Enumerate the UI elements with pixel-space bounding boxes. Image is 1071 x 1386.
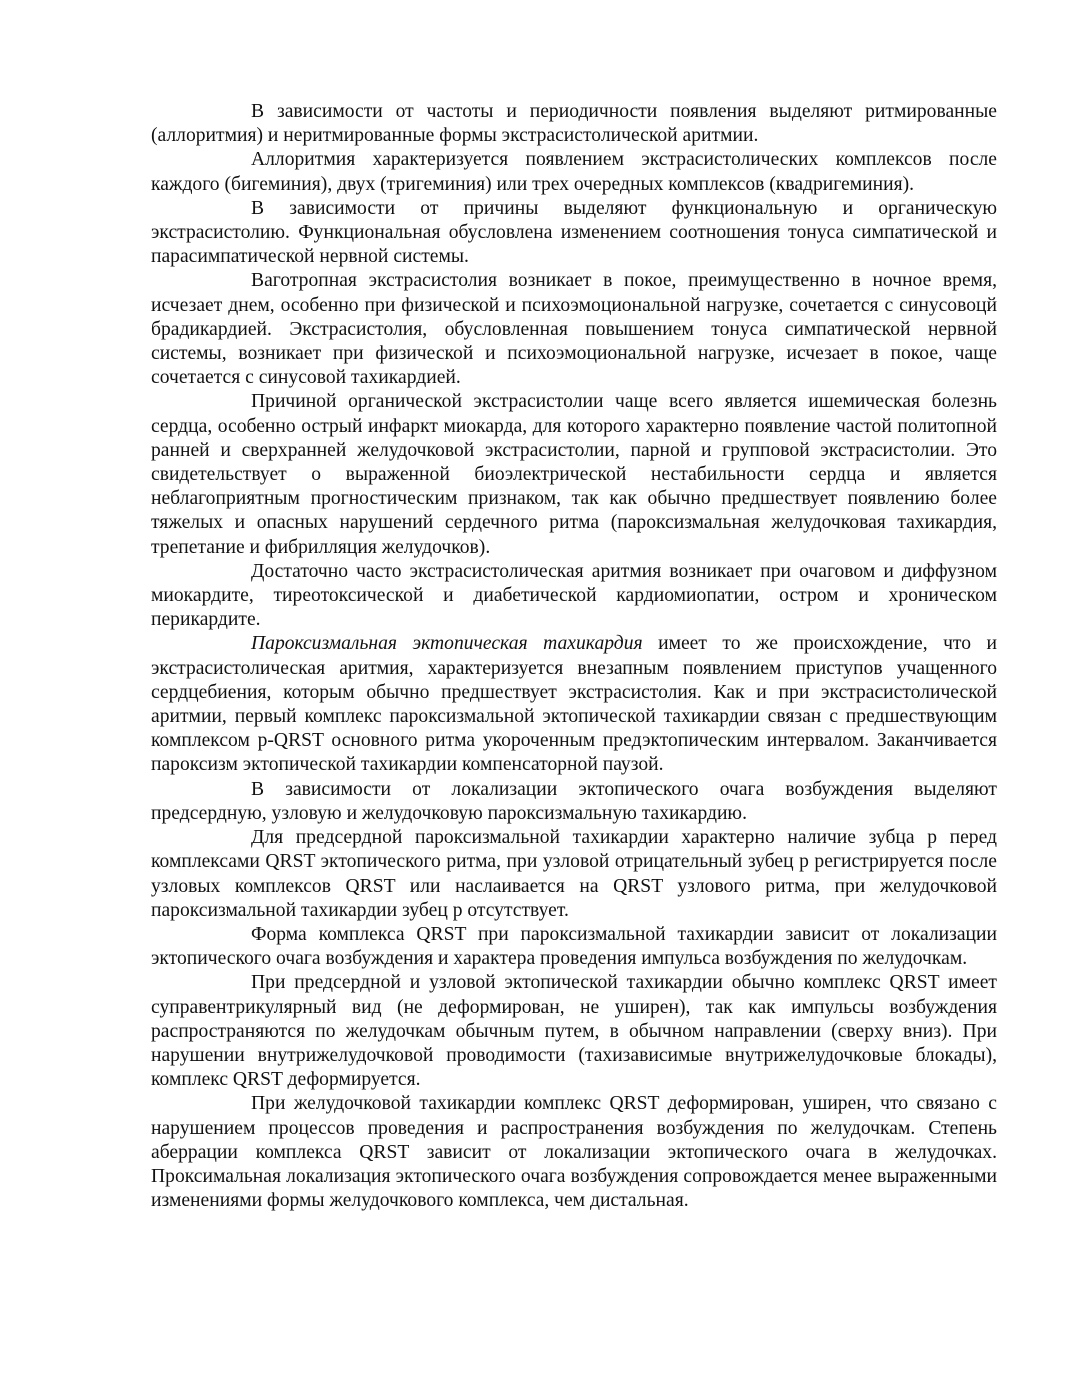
paragraph-text: В зависимости от причины выделяют функциональную и органическую экстрасистолию. Функциональная обусловлена изменением соотношения тонуса симпатической и парасимпатической нервной системы. <box>151 197 997 268</box>
paragraph-text: При предсердной и узловой эктопической тахикардии обычно комплекс QRST имеет суправентрикулярный вид (не деформирован, не уширен), так как импульсы возбуждения распространяются по желудочкам обычным путем, в обычном направлении (сверху вниз). При нарушении внутрижелудочковой проводимости (тахизависимые внутрижелудочковые блокады), комплекс QRST деформируется. <box>151 972 997 1091</box>
paragraph-text: имеет то же происхождение, что и экстрасистолическая аритмия, характеризуется внезапным появлением приступов учащенного сердцебиения, которым обычно предшествует экстрасистолия. Как и при экстрасистолической аритмии, первый комплекс пароксизмальной эктопической тахикардии связан с предшествующим комплексом p-QRST основного ритма укороченным предэктопическим интервалом. Заканчивается пароксизм эктопической тахикардии компенсаторной паузой. <box>151 633 997 776</box>
paragraph-paroxysmal-tachycardia <box>151 632 997 777</box>
paragraph-italic-term: Пароксизмальная эктопическая тахикардия <box>251 633 643 655</box>
paragraph-supraventricular <box>151 971 997 1092</box>
paragraph-atrial-p-wave <box>151 826 997 923</box>
paragraph-myocarditis <box>151 560 997 633</box>
paragraph-vagotropic <box>151 269 997 390</box>
paragraph-causes <box>151 197 997 270</box>
paragraph-qrst-form <box>151 923 997 971</box>
paragraph-text: Ваготропная экстрасистолия возникает в покое, преимущественно в ночное время, исчезает днем, особенно при физической и психоэмоциональной нагрузке, сочетается с синусовоцй брадикардией. Экстрасистолия, обусловленная повышением тонуса симпатической нервной системы, возникает при физической и психоэмоциональной нагрузке, исчезает в покое, чаще сочетается с синусовой тахикардией. <box>151 270 997 389</box>
paragraph-text: Форма комплекса QRST при пароксизмальной тахикардии зависит от локализации эктопического очага возбуждения и характера проведения импульса возбуждения по желудочкам. <box>151 923 997 970</box>
paragraph-text: Аллоритмия характеризуется появлением экстрасистолических комплексов после каждого (бигеминия), двух (тригеминия) или трех очередных комплексов (квадригеминия). <box>151 149 997 195</box>
paragraph-text: Для предсердной пароксизмальной тахикардии характерно наличие зубца р перед комплексами QRST эктопического ритма, при узловой отрицательный зубец р регистрируется после узловых комплексов QRST или наслаивается на QRST узлового ритма, при желудочковой пароксизмальной тахикардии зубец р отсутствует. <box>151 827 997 921</box>
paragraph-allorhythmia-definition <box>151 148 997 196</box>
paragraph-text: Достаточно часто экстрасистолическая аритмия возникает при очаговом и диффузном миокардите, тиреотоксической и диабетической кардиомиопатии, остром и хроническом перикардите. <box>151 560 997 631</box>
paragraph-text: В зависимости от частоты и периодичности появления выделяют ритмированные (аллоритмия) и неритмированные формы экстрасистолической аритмии. <box>151 101 997 147</box>
paragraph-text: Причиной органической экстрасистолии чаще всего является ишемическая болезнь сердца, особенно острый инфаркт миокарда, для которого характерно появление частой политопной ранней и сверхранней желудочковой экстрасистолии, парной и групповой экстрасистолии. Это свидетельствует о выраженной биоэлектрической нестабильности сердца и является неблагоприятным прогностическим признаком, так как обычно предшествует появлению более тяжелых и опасных нарушений сердечного ритма (пароксизмальная желудочковая тахикардия, трепетание и фибрилляция желудочков). <box>151 391 997 558</box>
document-page <box>151 100 997 1213</box>
paragraph-allorhythmia-forms <box>151 100 997 148</box>
paragraph-text: В зависимости от локализации эктопического очага возбуждения выделяют предсердную, узловую и желудочковую пароксизмальную тахикардию. <box>151 778 997 824</box>
paragraph-text: При желудочковой тахикардии комплекс QRST деформирован, уширен, что связано с нарушением процессов проведения и распространения возбуждения по желудочкам. Степень аберрации комплекса QRST зависит от локализации эктопического очага в желудочках. Проксимальная локализация эктопического очага возбуждения сопровождается менее выраженными изменениями формы желудочкового комплекса, чем дистальная. <box>151 1093 997 1212</box>
paragraph-ventricular <box>151 1092 997 1213</box>
paragraph-localization <box>151 778 997 826</box>
paragraph-organic-causes <box>151 390 997 559</box>
